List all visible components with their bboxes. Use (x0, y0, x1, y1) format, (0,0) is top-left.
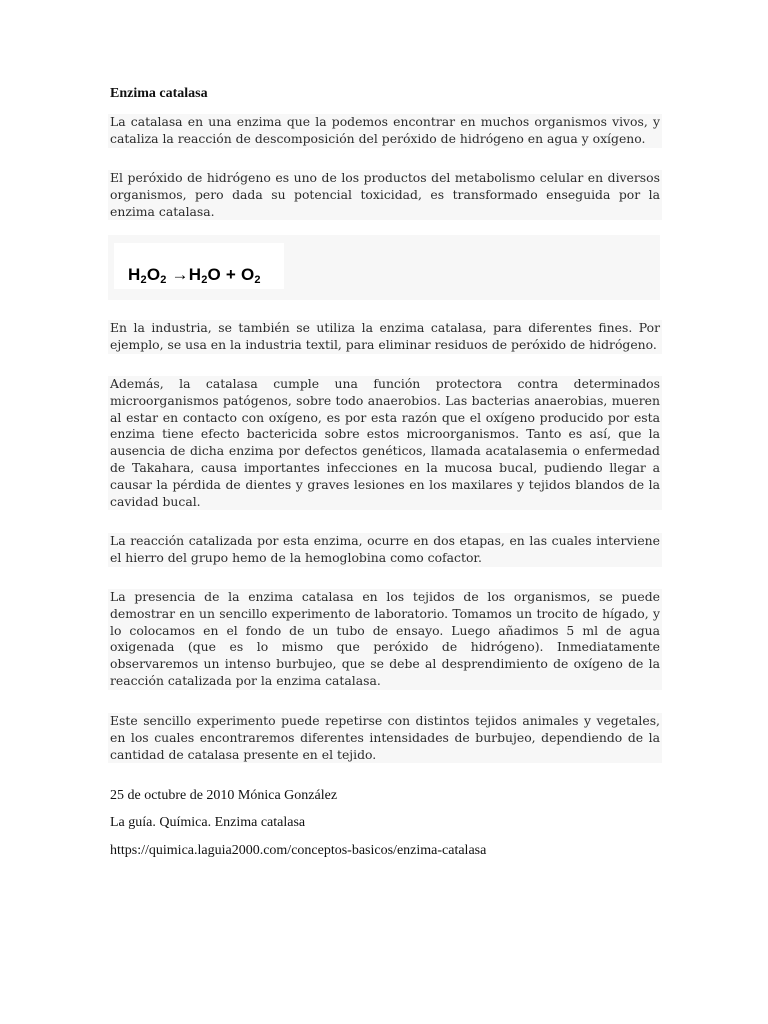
formula-symbol: O (146, 265, 161, 284)
paragraph (108, 713, 662, 763)
paragraph-text: Además, la catalasa cumple una función protectora contra determinados microorganismos patógenos, sobre todo anaerobios. Las bacterias anaerobias, mueren al estar en contacto con oxígeno, es por esta razón que el oxígeno producido por esta enzima tiene efecto bactericida sobre estos microorganismos. Tanto es así, que la ausencia de dicha enzima por defectos genéticos, llamada acatalasemia o enfermedad de Takahara, causa importantes infecciones en la mucosa bucal, pudiendo llegar a causar la pérdida de dientes y graves lesiones en los maxilares y tejidos blandos de la cavidad bucal. (110, 376, 660, 509)
reference-source-title: La guía. Química. Enzima catalasa (110, 815, 306, 830)
formula-symbol: O (240, 265, 255, 284)
reaction-arrow-icon: → (171, 265, 189, 284)
paragraph (108, 589, 662, 690)
formula-subscript: 2 (160, 274, 167, 286)
paragraph (108, 533, 662, 567)
paragraph-text: La reacción catalizada por esta enzima, ocurre en dos etapas, en las cuales interviene el hierro del grupo hemo de la hemoglobina como cofactor. (110, 533, 660, 565)
reference-author-date: 25 de octubre de 2010 Mónica González (110, 788, 338, 803)
paragraph (108, 170, 662, 220)
formula-plus: + (225, 265, 237, 284)
paragraph (108, 114, 662, 148)
paragraph (108, 320, 662, 354)
reference-url[interactable]: https://quimica.laguia2000.com/conceptos-basicos/enzima-catalasa (110, 843, 487, 858)
formula-symbol: H (188, 265, 202, 284)
paragraph-text: Este sencillo experimento puede repetirse con distintos tejidos animales y vegetales, en los cuales encontraremos diferentes intensidades de burbujeo, dependiendo de la cantidad de catalasa presente en el tejido. (110, 713, 660, 762)
document-title: Enzima catalasa (110, 86, 208, 101)
chemical-equation (128, 265, 261, 286)
formula-subscript: 2 (201, 274, 208, 286)
paragraph-text: La catalasa en una enzima que la podemos encontrar en muchos organismos vivos, y cataliza la reacción de descomposición del peróxido de hidrógeno en agua y oxígeno. (110, 114, 660, 146)
paragraph-text: La presencia de la enzima catalasa en los tejidos de los organismos, se puede demostrar en un sencillo experimento de laboratorio. Tomamos un trocito de hígado, y lo colocamos en el fondo de un tubo de ensayo. Luego añadimos 5 ml de agua oxigenada (que es lo mismo que peróxido de hidrógeno). Inmediatamente observaremos un intenso burbujeo, que se debe al desprendimiento de oxígeno de la reacción catalizada por la enzima catalasa. (110, 589, 660, 688)
paragraph-text: El peróxido de hidrógeno es uno de los productos del metabolismo celular en diversos organismos, pero dada su potencial toxicidad, es transformado enseguida por la enzima catalasa. (110, 170, 660, 219)
formula-image (114, 243, 284, 289)
formula-subscript: 2 (140, 274, 147, 286)
formula-symbol: O (207, 265, 221, 284)
formula-figure (108, 235, 660, 300)
paragraph (108, 376, 662, 510)
paragraph-text: En la industria, se también se utiliza la enzima catalasa, para diferentes fines. Por ejemplo, se usa en la industria textil, para eliminar residuos de peróxido de hidrógeno. (110, 320, 660, 352)
formula-subscript: 2 (254, 274, 261, 286)
formula-symbol: H (128, 265, 141, 284)
